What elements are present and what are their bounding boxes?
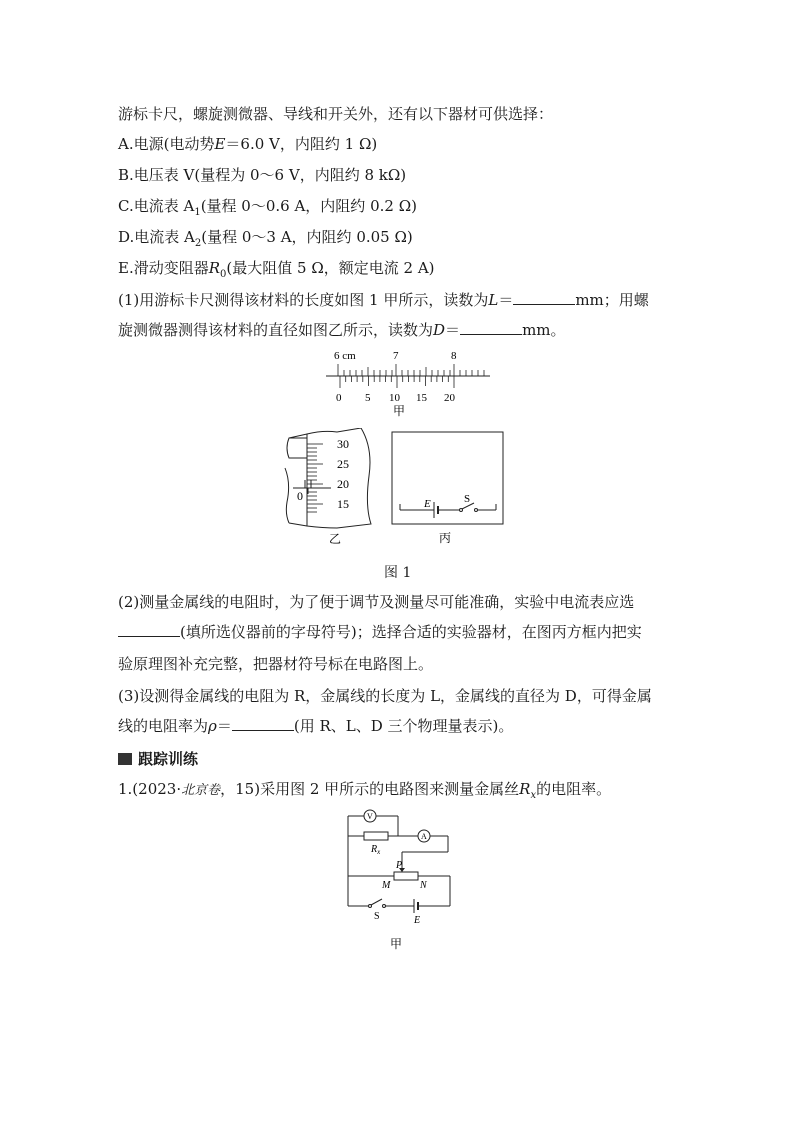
voltmeter-icon: V (367, 812, 373, 821)
item-c-post: (量程 0～0.6 A，内阻约 0.2 Ω) (200, 197, 417, 215)
section-header (118, 748, 198, 769)
circuit-box-figure (390, 430, 506, 548)
label-n: N (420, 880, 427, 891)
main-scale-ticks (338, 364, 484, 376)
label-yi: 乙 (329, 532, 342, 546)
problem-1-sub: x (530, 790, 537, 801)
q2-line2 (118, 622, 642, 642)
circuit-figure-2 (338, 806, 458, 954)
item-a-var: E (214, 135, 226, 153)
label-bing: 丙 (439, 531, 452, 545)
main-label-6: 6 cm (334, 350, 356, 362)
ammeter-icon: A (421, 832, 427, 841)
item-e-sub: 0 (220, 269, 227, 280)
item-a (118, 134, 377, 154)
q1-line1 (118, 290, 649, 310)
thimble-label-30: 30 (337, 437, 349, 451)
label-rx: $R_x$ (371, 844, 381, 856)
item-e-var: R (208, 259, 221, 277)
label-m: M (382, 880, 391, 891)
q1-text: (1)用游标卡尺测得该材料的长度如图 1 甲所示，读数为 (118, 291, 489, 309)
item-c-pre: C.电流表 A (118, 197, 195, 215)
thimble-label-25: 25 (337, 457, 349, 471)
q2-text-2: (填所选仪器前的字母符号)；选择合适的实验器材，在图丙方框内把实 (180, 623, 642, 641)
label-p: P (396, 860, 403, 871)
item-e (118, 258, 435, 285)
q1-unit: mm；用螺 (575, 291, 649, 309)
q1-eq-2: ＝ (445, 321, 461, 339)
q1-var-d: D (433, 321, 446, 339)
q1-text-2: 旋测微器测得该材料的直径如图乙所示，读数为 (118, 321, 434, 339)
circuit-label-e: E (424, 498, 431, 510)
q1-var-l: L (488, 291, 499, 309)
q2-line3: 验原理图补充完整，把器材符号标在电路图上。 (118, 655, 434, 673)
answer-blank-d[interactable] (460, 320, 522, 335)
problem-1-pre: 1.(2023· (118, 780, 182, 798)
vernier-caliper-figure (320, 346, 500, 418)
label-jia: 甲 (393, 404, 406, 418)
q3-line2 (118, 716, 513, 736)
micrometer-figure (283, 428, 381, 548)
item-a-rest: ＝6.0 V，内阻约 1 Ω) (225, 135, 378, 153)
vernier-label-0: 0 (336, 392, 342, 404)
problem-1 (118, 779, 611, 806)
problem-1-var: R (519, 780, 531, 798)
item-d-sub: 2 (194, 238, 202, 249)
vernier-label-20: 20 (444, 392, 455, 404)
problem-1-mid: ，15)采用图 2 甲所示的电路图来测量金属丝 (220, 780, 520, 798)
thimble-label-15: 15 (337, 497, 349, 511)
q3-text-2: 线的电阻率为 (118, 717, 209, 735)
item-e-pre: E.滑动变阻器 (118, 259, 209, 277)
intro-text: 游标卡尺，螺旋测微器、导线和开关外，还有以下器材可供选择： (118, 105, 554, 123)
vernier-label-15: 15 (416, 392, 427, 404)
main-label-8: 8 (451, 350, 457, 362)
q3-var-rho: ρ (208, 717, 217, 735)
item-a-text: A.电源(电动势 (118, 135, 215, 153)
q1-eq: ＝ (498, 291, 514, 309)
item-d-post: (量程 0～3 A，内阻约 0.05 Ω) (201, 228, 413, 246)
vernier-label-5: 5 (365, 392, 371, 404)
item-d (118, 227, 413, 254)
label-e: E (414, 915, 421, 926)
answer-blank-l[interactable] (513, 290, 575, 305)
item-e-post: (最大阻值 5 Ω，额定电流 2 A) (226, 259, 435, 277)
problem-1-source: 北京卷 (181, 783, 221, 798)
q3-eq: ＝ (216, 717, 232, 735)
sleeve-label-0: 0 (297, 489, 303, 503)
section-marker-icon (118, 753, 132, 765)
q2-line1: (2)测量金属线的电阻时，为了便于调节及测量尽可能准确，实验中电流表应选 (118, 593, 635, 611)
thimble-ticks (307, 444, 323, 512)
item-c (118, 196, 417, 223)
q3-text-3: (用 R、L、D 三个物理量表示)。 (293, 717, 514, 735)
main-label-7: 7 (393, 350, 399, 362)
answer-blank-rho[interactable] (232, 716, 294, 731)
problem-1-post: 的电阻率。 (536, 780, 612, 798)
answer-blank-ammeter[interactable] (118, 622, 180, 637)
circuit-label-s: S (464, 493, 471, 505)
q1-unit-2: mm。 (522, 321, 566, 339)
q3-line1: (3)设测得金属线的电阻为 R，金属线的长度为 L，金属线的直径为 D，可得金属 (118, 687, 652, 705)
label-jia-2: 甲 (390, 937, 403, 951)
thimble-label-20: 20 (337, 477, 349, 491)
item-d-pre: D.电流表 A (118, 228, 195, 246)
item-b: B.电压表 V(量程为 0～6 V，内阻约 8 kΩ) (118, 166, 407, 184)
section-title: 跟踪训练 (138, 750, 199, 768)
label-s: S (374, 911, 380, 922)
vernier-label-10: 10 (389, 392, 400, 404)
q1-line2 (118, 320, 566, 340)
item-c-sub: 1 (194, 207, 201, 218)
figure-1-caption: 图 1 (384, 565, 412, 581)
vernier-scale-ticks (340, 376, 454, 388)
